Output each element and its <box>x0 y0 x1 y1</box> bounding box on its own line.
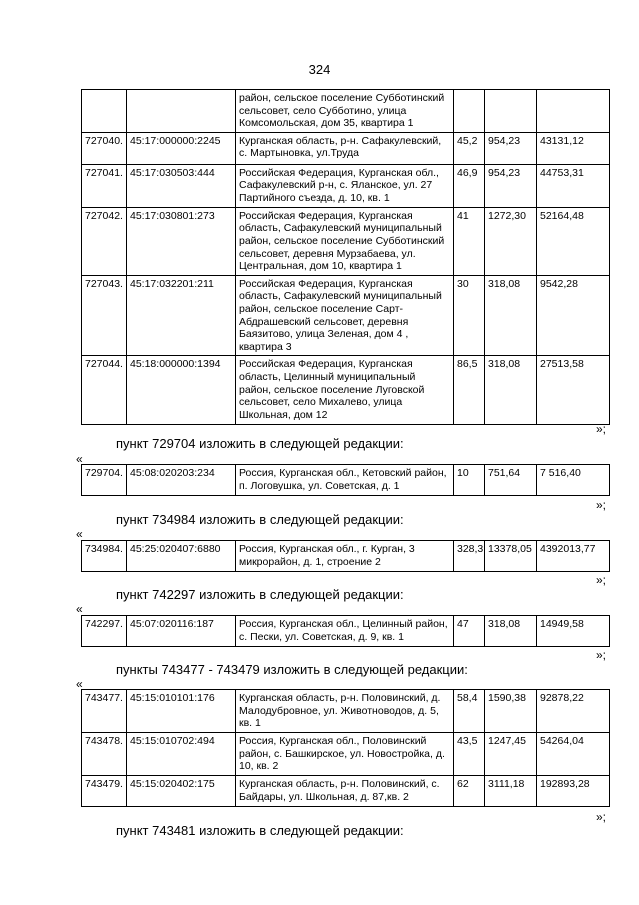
rate: 954,23 <box>485 132 537 164</box>
rate: 1247,45 <box>485 733 537 776</box>
registry-table <box>81 689 610 807</box>
row-number: 727041. <box>82 164 127 207</box>
table-row <box>82 90 610 133</box>
section-heading: пункт 743481 изложить в следующей редакции: <box>116 823 404 838</box>
table-row <box>82 275 610 356</box>
value: 7 516,40 <box>537 465 610 496</box>
cadastral-number: 45:17:030503:444 <box>127 164 236 207</box>
closing-quote: »; <box>596 810 607 824</box>
value <box>537 90 610 133</box>
cadastral-number: 45:17:030801:273 <box>127 207 236 275</box>
row-number: 734984. <box>82 541 127 572</box>
cadastral-number: 45:08:020203:234 <box>127 465 236 496</box>
opening-quote: « <box>76 602 83 616</box>
cadastral-number: 45:18:000000:1394 <box>127 356 236 425</box>
table-row <box>82 132 610 164</box>
address: Россия, Курганская обл., Целинный район, с. Пески, ул. Советская, д. 9, кв. 1 <box>236 616 454 647</box>
address: район, сельское поселение Субботинский сельсовет, село Субботино, улица Комсомольская, дом 35, квартира 1 <box>236 90 454 133</box>
area: 62 <box>454 776 485 807</box>
area: 47 <box>454 616 485 647</box>
row-number: 743478. <box>82 733 127 776</box>
area <box>454 90 485 133</box>
value: 44753,31 <box>537 164 610 207</box>
cadastral-number: 45:17:032201:211 <box>127 275 236 356</box>
cadastral-number: 45:15:010702:494 <box>127 733 236 776</box>
section-heading: пункты 743477 - 743479 изложить в следующей редакции: <box>116 662 468 677</box>
cadastral-number: 45:15:020402:175 <box>127 776 236 807</box>
opening-quote: « <box>76 452 83 466</box>
table-row <box>82 616 610 647</box>
row-number: 743477. <box>82 690 127 733</box>
address: Россия, Курганская обл., Кетовский район, п. Логовушка, ул. Советская, д. 1 <box>236 465 454 496</box>
area: 328,3 <box>454 541 485 572</box>
value: 92878,22 <box>537 690 610 733</box>
address: Российская Федерация, Курганская обл., Сафакулевский р-н, с. Яланское, ул. 27 Партийного съезда, д. 10, кв. 1 <box>236 164 454 207</box>
cadastral-number: 45:15:010101:176 <box>127 690 236 733</box>
value: 54264,04 <box>537 733 610 776</box>
rate <box>485 90 537 133</box>
value: 43131,12 <box>537 132 610 164</box>
table-row <box>82 776 610 807</box>
rate: 318,08 <box>485 275 537 356</box>
table-row <box>82 733 610 776</box>
closing-quote: »; <box>596 422 607 436</box>
registry-table <box>81 464 610 496</box>
area: 41 <box>454 207 485 275</box>
rate: 751,64 <box>485 465 537 496</box>
table-row <box>82 690 610 733</box>
value: 14949,58 <box>537 616 610 647</box>
rate: 3111,18 <box>485 776 537 807</box>
table-row <box>82 465 610 496</box>
area: 58,4 <box>454 690 485 733</box>
rate: 13378,05 <box>485 541 537 572</box>
address: Россия, Курганская обл., г. Курган, 3 микрорайон, д. 1, строение 2 <box>236 541 454 572</box>
rate: 954,23 <box>485 164 537 207</box>
cadastral-number: 45:25:020407:6880 <box>127 541 236 572</box>
address: Российская Федерация, Курганская область, Целинный муниципальный район, сельское поселение Луговской сельсовет, село Михалево, улица Школьная, дом 12 <box>236 356 454 425</box>
closing-quote: »; <box>596 648 607 662</box>
area: 45,2 <box>454 132 485 164</box>
area: 86,5 <box>454 356 485 425</box>
area: 30 <box>454 275 485 356</box>
value: 52164,48 <box>537 207 610 275</box>
registry-table <box>81 540 610 572</box>
opening-quote: « <box>76 527 83 541</box>
rate: 318,08 <box>485 616 537 647</box>
area: 46,9 <box>454 164 485 207</box>
closing-quote: »; <box>596 498 607 512</box>
rate: 1590,38 <box>485 690 537 733</box>
address: Курганская область, р-н. Сафакулевский, с. Мартыновка, ул.Труда <box>236 132 454 164</box>
row-number: 727042. <box>82 207 127 275</box>
address: Курганская область, р-н. Половинский, д. Малодубровное, ул. Животноводов, д. 5, кв. 1 <box>236 690 454 733</box>
cadastral-number: 45:17:000000:2245 <box>127 132 236 164</box>
value: 9542,28 <box>537 275 610 356</box>
table-row <box>82 356 610 425</box>
row-number: 742297. <box>82 616 127 647</box>
area: 10 <box>454 465 485 496</box>
address: Россия, Курганская обл., Половинский район, с. Башкирское, ул. Новостройка, д. 10, кв. 2 <box>236 733 454 776</box>
value: 192893,28 <box>537 776 610 807</box>
table-row <box>82 207 610 275</box>
row-number: 743479. <box>82 776 127 807</box>
row-number: 727043. <box>82 275 127 356</box>
registry-table <box>81 615 610 647</box>
address: Российская Федерация, Курганская область, Сафакулевский муниципальный район, сельское поселение Сарт-Абдрашевский сельсовет, деревня Баязитово, улица Зеленая, дом 4 , квартира 3 <box>236 275 454 356</box>
row-number: 729704. <box>82 465 127 496</box>
address: Российская Федерация, Курганская область, Сафакулевский муниципальный район, сельское поселение Субботинский сельсовет, деревня Мурзабаева, ул. Центральная, дом 10, квартира 1 <box>236 207 454 275</box>
section-heading: пункт 734984 изложить в следующей редакции: <box>116 512 404 527</box>
closing-quote: »; <box>596 573 607 587</box>
value: 27513,58 <box>537 356 610 425</box>
row-number <box>82 90 127 133</box>
section-heading: пункт 742297 изложить в следующей редакции: <box>116 587 404 602</box>
table-row <box>82 541 610 572</box>
page-number: 324 <box>308 62 331 77</box>
area: 43,5 <box>454 733 485 776</box>
table-row <box>82 164 610 207</box>
rate: 318,08 <box>485 356 537 425</box>
value: 4392013,77 <box>537 541 610 572</box>
row-number: 727040. <box>82 132 127 164</box>
cadastral-number <box>127 90 236 133</box>
registry-table-continuation <box>81 89 610 425</box>
row-number: 727044. <box>82 356 127 425</box>
rate: 1272,30 <box>485 207 537 275</box>
address: Курганская область, р-н. Половинский, с. Байдары, ул. Школьная, д. 87,кв. 2 <box>236 776 454 807</box>
opening-quote: « <box>76 677 83 691</box>
cadastral-number: 45:07:020116:187 <box>127 616 236 647</box>
section-heading: пункт 729704 изложить в следующей редакции: <box>116 436 404 451</box>
